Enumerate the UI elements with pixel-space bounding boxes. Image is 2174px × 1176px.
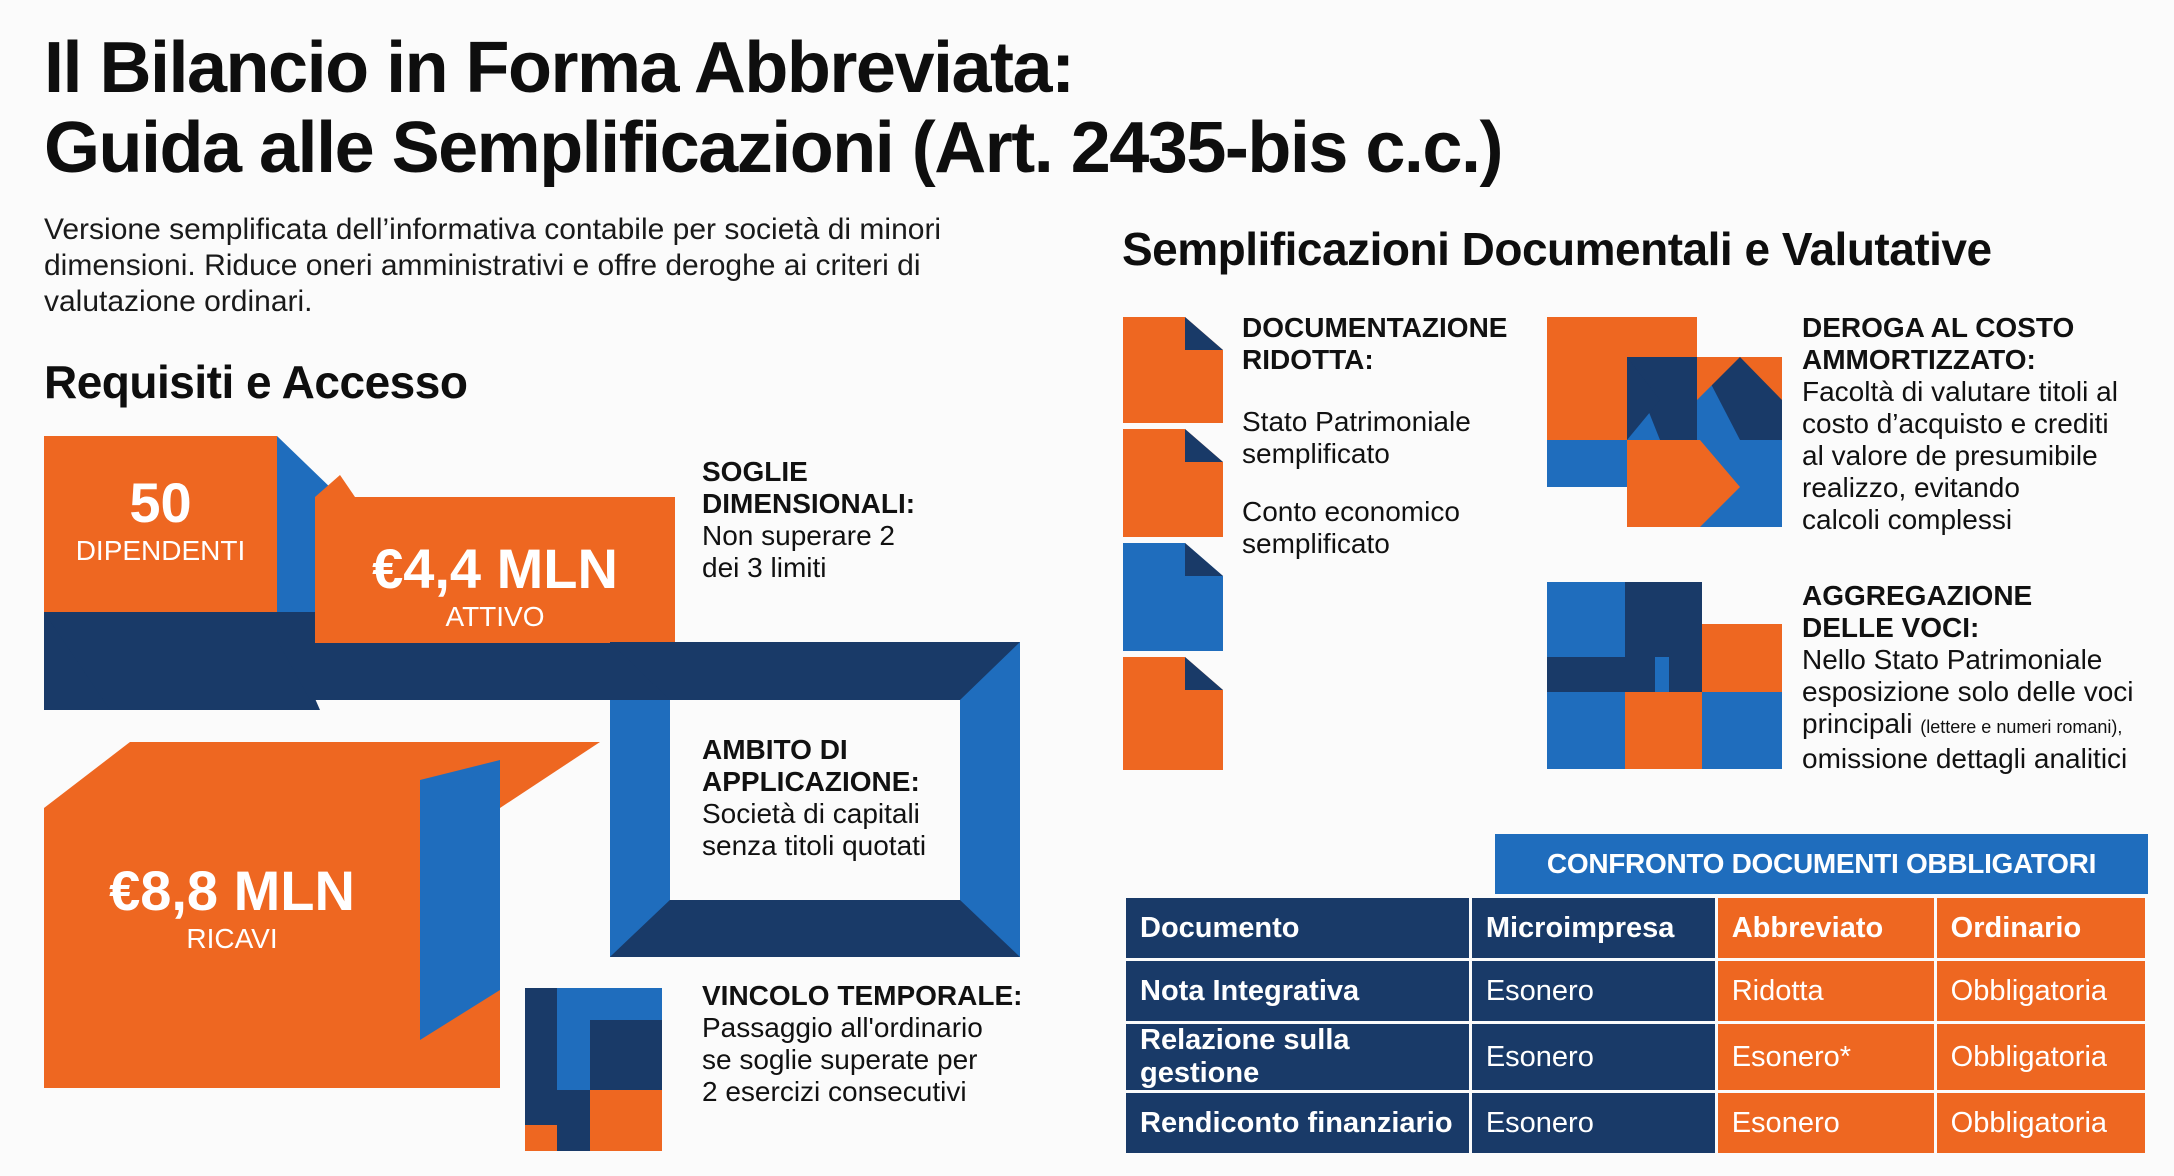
vincolo-title: VINCOLO TEMPORALE:	[702, 980, 1023, 1011]
cell-abbreviato: Esonero*	[1716, 1023, 1935, 1092]
cell-microimpresa: Esonero	[1470, 960, 1716, 1023]
confronto-table	[1123, 895, 2148, 1156]
cell-documento: Rendiconto finanziario	[1125, 1092, 1471, 1155]
header-ordinario: Ordinario	[1935, 897, 2146, 960]
title-line-1: Il Bilancio in Forma Abbreviata:	[44, 28, 1074, 108]
cell-documento: Relazione sulla gestione	[1125, 1023, 1471, 1092]
deroga-line-5: calcoli complessi	[1802, 504, 2013, 535]
soglie-block	[702, 456, 992, 584]
documentazione-block	[1242, 312, 1542, 560]
documentazione-item2-a: Conto economico	[1242, 496, 1460, 527]
aggregazione-line-3-main: principali	[1802, 708, 1913, 739]
vincolo-text-a: Passaggio all'ordinario	[702, 1012, 983, 1043]
deroga-title-b: AMMORTIZZATO:	[1802, 344, 2036, 375]
ambito-title-a: AMBITO DI	[702, 734, 848, 765]
soglie-text-a: Non superare 2	[702, 520, 896, 551]
intro-text: Versione semplificata dell’informativa contabile per società di minori dimensioni. Riduce oneri amministrativi e offre deroghe ai criteri di valutazione ordinari.	[44, 213, 942, 318]
attivo-value: €4,4 MLN	[372, 537, 618, 600]
aggregazione-line-2: esposizione solo delle voci	[1802, 676, 2134, 707]
ambito-block	[702, 734, 952, 862]
table-caption: CONFRONTO DOCUMENTI OBBLIGATORI	[1495, 834, 2148, 894]
semplificazioni-heading: Semplificazioni Documentali e Valutative	[1122, 223, 1992, 275]
deroga-line-4: realizzo, evitando	[1802, 472, 2020, 503]
header-abbreviato: Abbreviato	[1716, 897, 1935, 960]
cell-abbreviato: Ridotta	[1716, 960, 1935, 1023]
deroga-line-1: Facoltà di valutare titoli al	[1802, 376, 2118, 407]
vincolo-block	[702, 980, 1042, 1108]
ricavi-label: RICAVI	[186, 923, 278, 954]
aggregazione-block	[1802, 580, 2162, 775]
aggregazione-line-1: Nello Stato Patrimoniale	[1802, 644, 2103, 675]
soglie-title-a: SOGLIE	[702, 456, 808, 487]
cell-microimpresa: Esonero	[1470, 1023, 1716, 1092]
aggregazione-title-a: AGGREGAZIONE	[1802, 580, 2033, 611]
cell-ordinario: Obbligatoria	[1935, 960, 2146, 1023]
aggregazione-line-3-small: (lettere e numeri romani),	[1920, 717, 2123, 737]
deroga-line-3: al valore de presumibile	[1802, 440, 2098, 471]
documentazione-title-a: DOCUMENTAZIONE	[1242, 312, 1508, 343]
documentazione-title-b: RIDOTTA:	[1242, 344, 1374, 375]
attivo-label: ATTIVO	[445, 601, 545, 632]
table-row	[1125, 960, 2147, 1023]
table-header-row	[1125, 897, 2147, 960]
table-row	[1125, 1023, 2147, 1092]
cell-abbreviato: Esonero	[1716, 1092, 1935, 1155]
ambito-text-a: Società di capitali	[702, 798, 920, 829]
aggregazione-title-b: DELLE VOCI:	[1802, 612, 1980, 643]
ricavi-value: €8,8 MLN	[109, 859, 355, 922]
dipendenti-block	[44, 472, 277, 568]
aggregazione-line-3	[1802, 708, 2162, 743]
documentazione-item1-a: Stato Patrimoniale	[1242, 406, 1471, 437]
requisiti-heading: Requisiti e Accesso	[44, 356, 468, 408]
cell-ordinario: Obbligatoria	[1935, 1023, 2146, 1092]
aggregazione-line-4: omissione dettagli analitici	[1802, 743, 2128, 774]
ambito-title-b: APPLICAZIONE:	[702, 766, 920, 797]
deroga-line-2: costo d’acquisto e crediti	[1802, 408, 2109, 439]
documentazione-item2-b: semplificato	[1242, 528, 1390, 559]
ambito-text-b: senza titoli quotati	[702, 830, 927, 861]
ricavi-block	[44, 860, 420, 956]
cell-microimpresa: Esonero	[1470, 1092, 1716, 1155]
soglie-title-b: DIMENSIONALI:	[702, 488, 916, 519]
vincolo-text-b: se soglie superate per	[702, 1044, 978, 1075]
soglie-text-b: dei 3 limiti	[702, 552, 827, 583]
vincolo-text-c: 2 esercizi consecutivi	[702, 1076, 967, 1107]
header-microimpresa: Microimpresa	[1470, 897, 1716, 960]
table-row	[1125, 1092, 2147, 1155]
header-documento: Documento	[1125, 897, 1471, 960]
deroga-title-a: DEROGA AL COSTO	[1802, 312, 2075, 343]
documentazione-item1-b: semplificato	[1242, 438, 1390, 469]
cell-ordinario: Obbligatoria	[1935, 1092, 2146, 1155]
attivo-block	[315, 538, 675, 634]
deroga-block	[1802, 312, 2152, 536]
title-line-2: Guida alle Semplificazioni (Art. 2435-bis c.c.)	[44, 108, 1502, 188]
dipendenti-value: 50	[129, 471, 192, 534]
dipendenti-label: DIPENDENTI	[75, 535, 246, 566]
cell-documento: Nota Integrativa	[1125, 960, 1471, 1023]
